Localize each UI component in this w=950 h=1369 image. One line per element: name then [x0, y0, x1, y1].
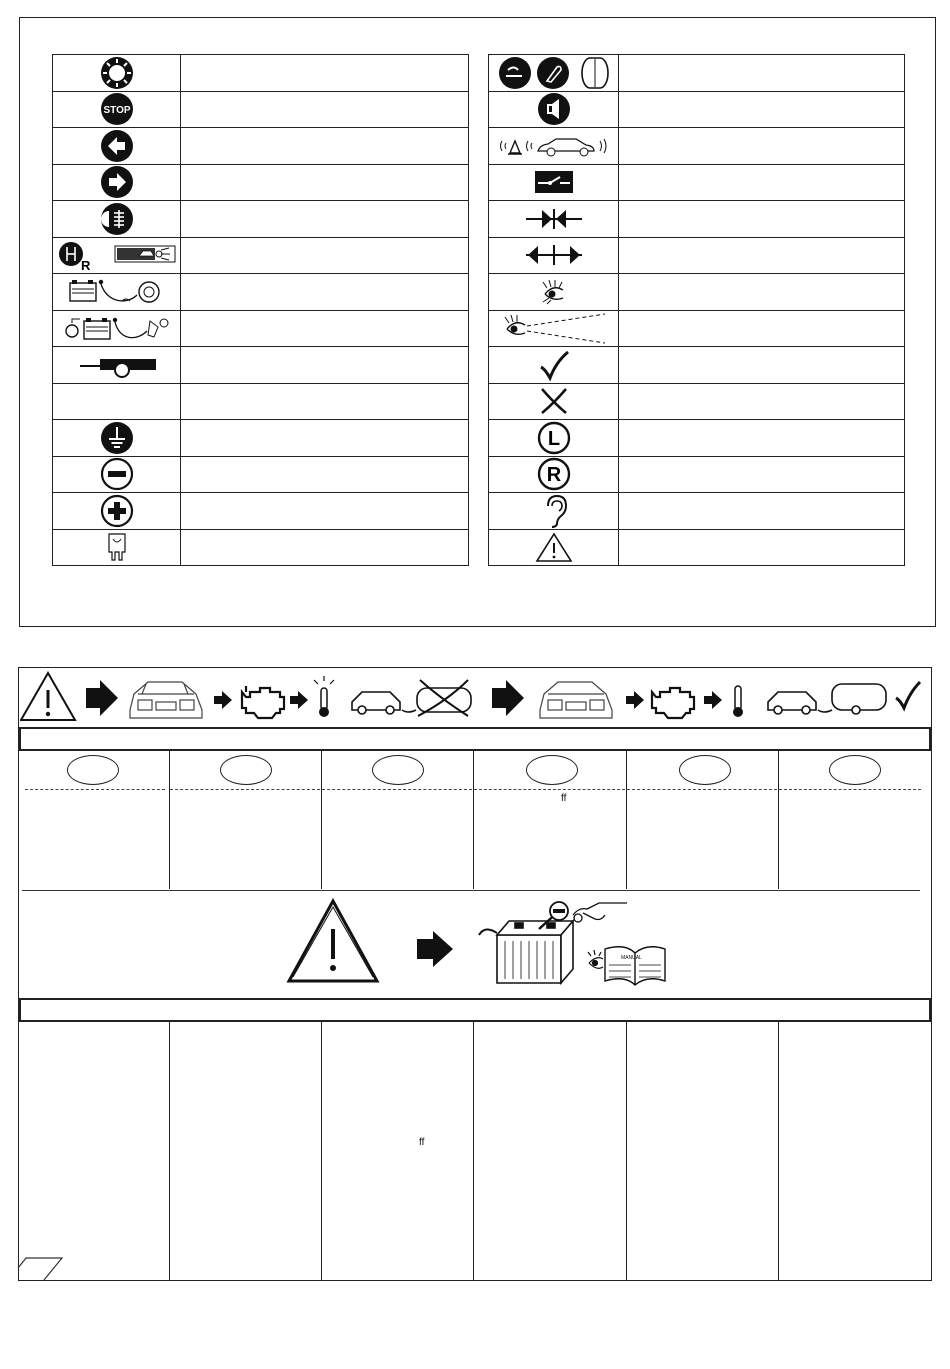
arrow-right-icon [214, 691, 232, 709]
empty-icon-cell [53, 383, 181, 420]
battery-socket-icon [67, 275, 167, 309]
legend-label [181, 201, 469, 238]
legend-row [53, 237, 469, 274]
column-badge [829, 755, 881, 785]
legend-label [181, 529, 469, 566]
section1-columns [20, 749, 922, 889]
legend-row [53, 493, 469, 530]
column-3 [322, 1021, 474, 1280]
manual-book-icon [605, 947, 665, 985]
dotted-divider [779, 789, 921, 790]
car-with-trailer-icon [768, 684, 886, 714]
svg-text:STOP: STOP [102, 105, 131, 117]
fuse-icon [105, 531, 129, 563]
legend-table-right [488, 54, 905, 566]
hand-wrench-icon [573, 903, 627, 922]
warning-icon [21, 673, 75, 720]
column-1 [20, 1021, 170, 1280]
stop-icon [100, 92, 134, 126]
legend-label [619, 493, 905, 530]
left-l-icon [537, 421, 571, 455]
section-header-bar [19, 727, 931, 751]
legend-row [53, 164, 469, 201]
car-front-icon [540, 682, 612, 718]
legend-row [489, 347, 905, 384]
legend-label [619, 383, 905, 420]
legend-row [53, 274, 469, 311]
engine-icon [652, 688, 694, 718]
legend-row [53, 91, 469, 128]
manual-label: MANUAL [621, 955, 642, 961]
battery-disconnect-illustration [285, 893, 675, 989]
column-5 [627, 749, 779, 889]
legend-label [619, 237, 905, 274]
column-text: ff [419, 1137, 425, 1148]
legend-label [619, 91, 905, 128]
trailer-icon [72, 350, 162, 380]
legend-label [619, 529, 905, 566]
legend-row [489, 383, 905, 420]
column-badge [526, 755, 578, 785]
dotted-divider [627, 789, 777, 790]
legend-label [181, 493, 469, 530]
car-front-icon [130, 682, 202, 718]
listen-icon [540, 494, 568, 528]
column-2 [170, 749, 322, 889]
tighten-icon [524, 207, 584, 231]
legend-label [181, 237, 469, 274]
legend-row [489, 456, 905, 493]
engine-icon [242, 686, 284, 718]
svg-text:R: R [80, 258, 90, 273]
legend-label [181, 55, 469, 92]
legend-row [53, 456, 469, 493]
column-text: ff [561, 793, 567, 804]
column-6 [779, 1021, 929, 1280]
legend-label [181, 456, 469, 493]
rear-fog-light-icon [100, 202, 134, 236]
legend-row [53, 128, 469, 165]
legend-table-left [52, 54, 469, 566]
legend-row [53, 310, 469, 347]
arrow-right-icon [704, 691, 722, 709]
legend-label [619, 347, 905, 384]
legend-panel [19, 17, 936, 627]
column-badge [372, 755, 424, 785]
arrow-right-icon [290, 691, 308, 709]
legend-label [619, 456, 905, 493]
legend-row [489, 310, 905, 347]
check-icon [537, 349, 571, 381]
switch-icon [534, 170, 574, 194]
column-4 [474, 749, 627, 889]
legend-label [181, 128, 469, 165]
arrow-right-icon [626, 691, 644, 709]
procedure-pictogram-strip [20, 670, 928, 726]
column-1 [20, 749, 170, 889]
legend-label [181, 91, 469, 128]
legend-row [53, 383, 469, 420]
legend-row [53, 55, 469, 92]
visual-check-icon [588, 950, 603, 968]
legend-row [489, 529, 905, 566]
right-r-icon [537, 457, 571, 491]
tools-icon [498, 56, 610, 90]
column-6 [779, 749, 922, 889]
reverse-light-icon [57, 238, 177, 272]
earth-icon [100, 421, 134, 455]
left-indicator-icon [100, 129, 134, 163]
legend-label [181, 274, 469, 311]
bulb-failure-icon [100, 56, 134, 90]
legend-row [489, 164, 905, 201]
legend-label [181, 420, 469, 457]
legend-row [489, 493, 905, 530]
permanent-feed-icon [62, 311, 172, 345]
negative-icon [100, 457, 134, 491]
svg-text:R: R [546, 464, 561, 487]
cross-icon [537, 384, 571, 418]
legend-row [489, 128, 905, 165]
column-badge [679, 755, 731, 785]
visual-check-icon [537, 276, 571, 308]
dotted-divider [25, 789, 165, 790]
column-5 [627, 1021, 779, 1280]
legend-label [619, 274, 905, 311]
dotted-divider [322, 789, 472, 790]
legend-label [619, 420, 905, 457]
legend-label [619, 55, 905, 92]
look-distance-icon [499, 311, 609, 345]
legend-row [489, 201, 905, 238]
legend-row [489, 55, 905, 92]
positive-icon [100, 494, 134, 528]
alarm-icon [496, 131, 612, 161]
speaker-icon [537, 92, 571, 126]
arrow-right-icon [417, 931, 453, 967]
legend-label [619, 201, 905, 238]
warning-icon [535, 531, 573, 563]
legend-label [181, 383, 469, 420]
dotted-divider [170, 789, 320, 790]
temperature-icon [733, 686, 743, 717]
column-3 [322, 749, 474, 889]
loosen-icon [524, 243, 584, 267]
column-4 [474, 1021, 627, 1280]
legend-row [53, 201, 469, 238]
arrow-right-icon [492, 680, 524, 716]
legend-row [489, 420, 905, 457]
column-2 [170, 1021, 322, 1280]
svg-text:L: L [547, 427, 560, 450]
legend-row [489, 91, 905, 128]
section2-columns [20, 1021, 930, 1280]
negative-icon [550, 902, 568, 920]
car-with-trailer-crossed-icon [352, 680, 471, 716]
legend-row [489, 274, 905, 311]
legend-label [181, 347, 469, 384]
arrow-right-icon [86, 680, 118, 716]
legend-label [181, 164, 469, 201]
column-badge [220, 755, 272, 785]
legend-label [619, 164, 905, 201]
legend-label [619, 310, 905, 347]
dotted-divider [474, 789, 625, 790]
page-corner-mark [14, 1254, 66, 1284]
section-header-bar [19, 998, 931, 1022]
warning-icon [289, 901, 377, 981]
right-indicator-icon [100, 165, 134, 199]
legend-row [489, 237, 905, 274]
column-badge [67, 755, 119, 785]
legend-row [53, 420, 469, 457]
section-divider [22, 890, 920, 891]
check-icon [896, 682, 920, 708]
temperature-icon [314, 676, 334, 717]
legend-row [53, 529, 469, 566]
legend-label [181, 310, 469, 347]
legend-row [53, 347, 469, 384]
legend-label [619, 128, 905, 165]
